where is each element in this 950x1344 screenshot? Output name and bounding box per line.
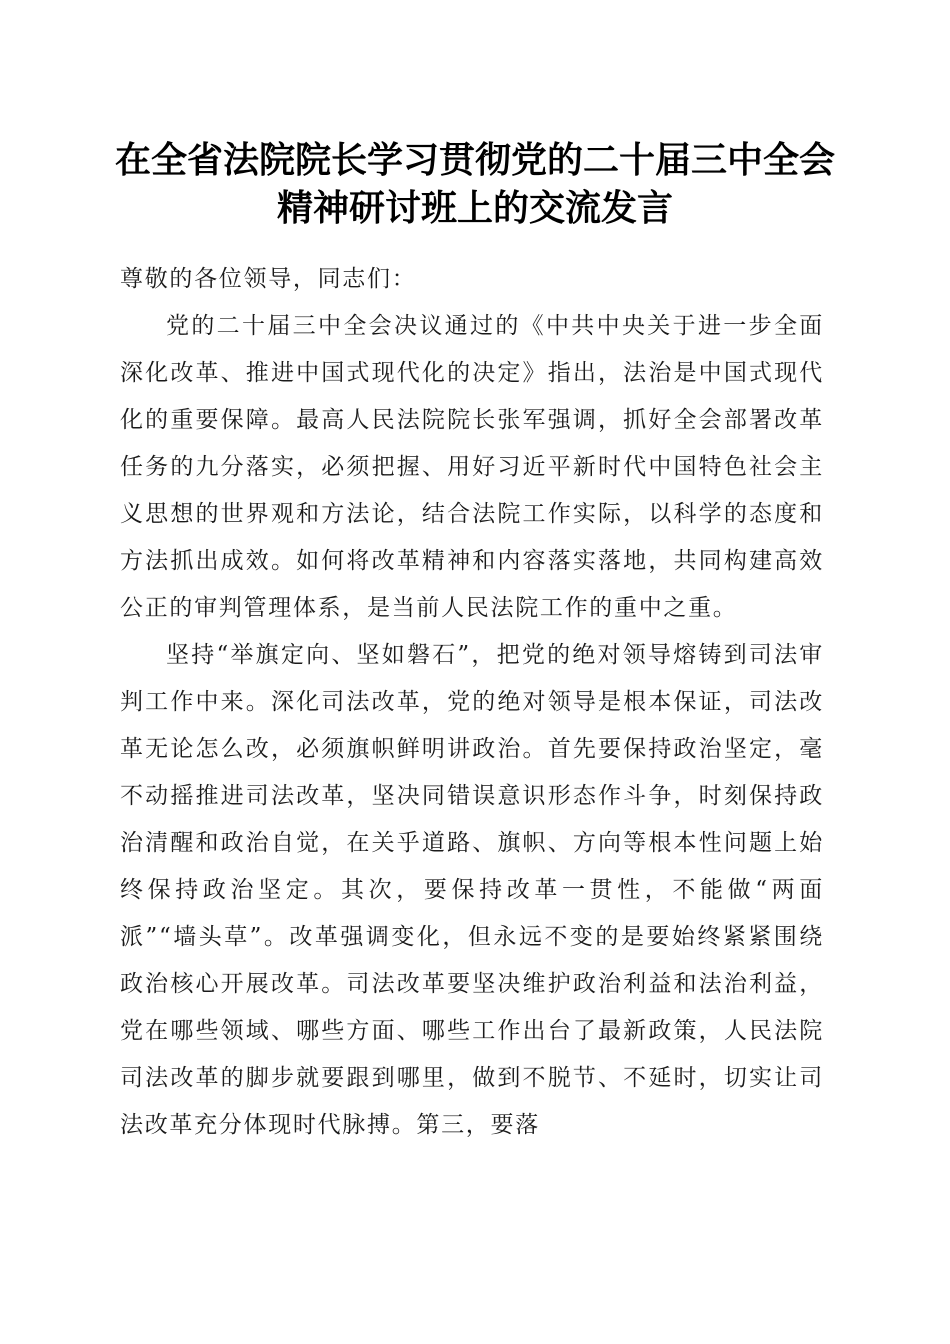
document-body: [120, 256, 824, 1149]
paragraph-2: 坚持“举旗定向、坚如磐石”，把党的绝对领导熔铸到司法审判工作中来。深化司法改革，党的绝对领导是根本保证，司法改革无论怎么改，必须旗帜鲜明讲政治。首先要保持政治坚定，毫不动摇推进司法改革，坚决同错误意识形态作斗争，时刻保持政治清醒和政治自觉，在关乎道路、旗帜、方向等根本性问题上始终保持政治坚定。其次，要保持改革一贯性，不能做“两面派”“墙头草”。改革强调变化，但永远不变的是要始终紧紧围绕政治核心开展改革。司法改革要坚决维护政治利益和法治利益，党在哪些领域、哪些方面、哪些工作出台了最新政策，人民法院司法改革的脚步就要跟到哪里，做到不脱节、不延时，切实让司法改革充分体现时代脉搏。第三，要落: [120, 642, 824, 1138]
paragraph-1: 党的二十届三中全会决议通过的《中共中央关于进一步全面深化改革、推进中国式现代化的决定》指出，法治是中国式现代化的重要保障。最高人民法院院长张军强调，抓好全会部署改革任务的九分落实，必须把握、用好习近平新时代中国特色社会主义思想的世界观和方法论，结合法院工作实际，以科学的态度和方法抓出成效。如何将改革精神和内容落实落地，共同构建高效公正的审判管理体系，是当前人民法院工作的重中之重。: [120, 313, 824, 621]
title-line-2: 精神研讨班上的交流发言: [276, 187, 673, 229]
salutation: 尊敬的各位领导，同志们：: [120, 266, 417, 292]
document-title: [100, 136, 850, 232]
title-line-1: 在全省法院院长学习贯彻党的二十届三中全会: [114, 139, 835, 181]
